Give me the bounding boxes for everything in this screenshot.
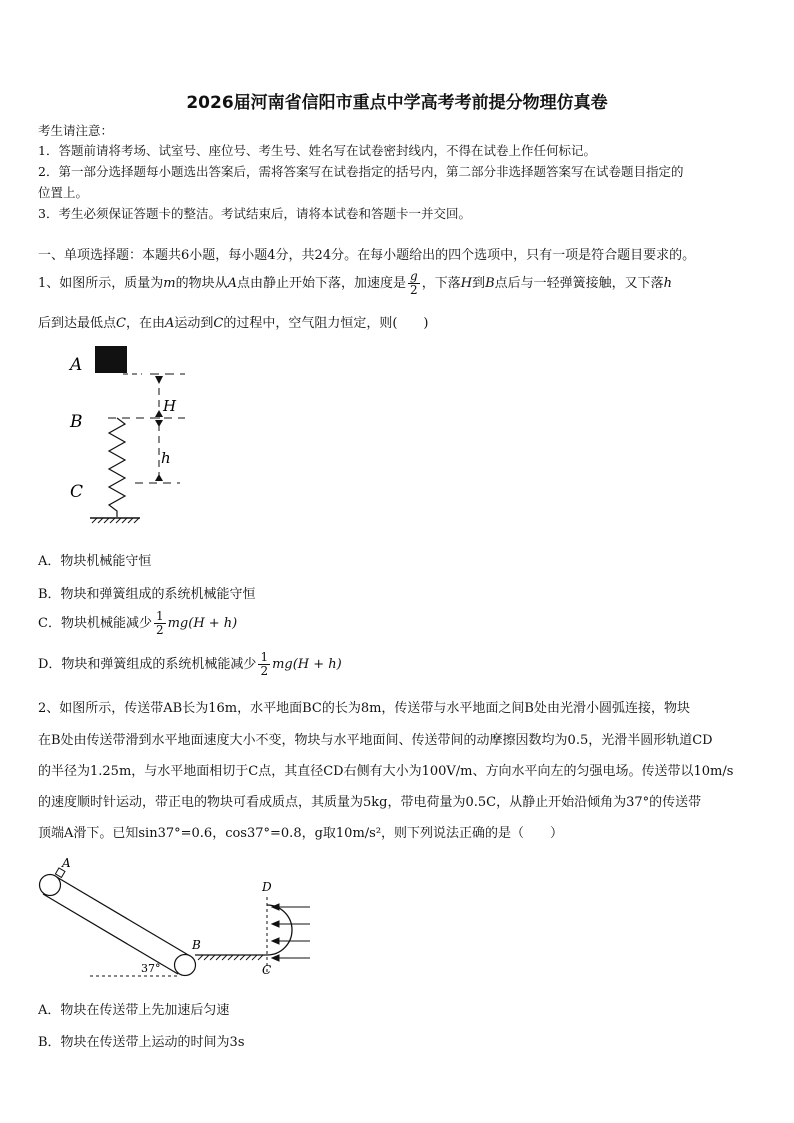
g-over-2-fraction: $\frac{g}{2}$ xyxy=(410,269,418,297)
q1-stem-line2: 后到达最低点C，在由A运动到C的过程中，空气阻力恒定，则( ) xyxy=(38,316,429,331)
notice-item-1: 1．答题前请将考场、试室号、座位号、考生号、姓名写在试卷密封线内，不得在试卷上作任何标记。 xyxy=(38,143,596,158)
pulley-top xyxy=(40,875,61,896)
q2-conveyor-figure xyxy=(35,855,320,985)
q1-option-c: C．物块机械能减少 $\frac{1}{2}$ mg(H + h) xyxy=(38,609,238,637)
notice-item-2-cont: 位置上。 xyxy=(38,185,89,200)
fig2-label-c: C xyxy=(262,963,272,977)
belt-upper xyxy=(55,876,190,956)
notice-item-3: 3．考生必须保证答题卡的整洁。考试结束后，请将本试卷和答题卡一并交回。 xyxy=(38,206,471,221)
arrow-icon xyxy=(155,420,163,427)
angle-label: 37° xyxy=(141,962,161,975)
fig2-label-a: A xyxy=(62,856,71,870)
arrow-icon xyxy=(155,410,163,417)
pulley-bottom xyxy=(175,955,196,976)
section-heading: 一、单项选择题：本题共6小题，每小题4分，共24分。在每小题给出的四个选项中，只有一项是符合题目要求的。 xyxy=(38,248,696,263)
half-fraction: $\frac{1}{2}$ xyxy=(155,609,164,637)
q1-option-a: A．物块机械能守恒 xyxy=(38,554,152,569)
fig1-label-big-h: H xyxy=(163,397,177,415)
q2-stem-line5: 顶端A滑下。已知sin37°=0.6，cos37°=0.8，g取10m/s²，则下列说法正确的是（ ） xyxy=(38,826,564,841)
arrow-icon xyxy=(155,474,163,481)
fig2-label-b: B xyxy=(192,938,201,952)
fig1-label-b: B xyxy=(70,412,83,432)
q1-spring-figure xyxy=(60,340,200,530)
notice-heading: 考生请注意： xyxy=(38,123,114,138)
half-fraction: $\frac{1}{2}$ xyxy=(260,650,269,678)
block xyxy=(95,346,127,373)
q2-option-b: B．物块在传送带上运动的时间为3s xyxy=(38,1035,245,1050)
q2-option-a: A．物块在传送带上先加速后匀速 xyxy=(38,1003,230,1018)
fig1-label-c: C xyxy=(70,482,84,502)
semicircle-track xyxy=(267,905,292,955)
q2-stem-line4: 的速度顺时针运动，带正电的物块可看成质点，其质量为5kg，带电荷量为0.5C，从静止开始沿倾角为37°的传送带 xyxy=(38,795,702,810)
fig1-label-small-h: h xyxy=(161,449,171,467)
q2-stem-line3: 的半径为1.25m，与水平地面相切于C点，其直径CD右侧有大小为100V/m、方向水平向左的匀强电场。传送带以10m/s xyxy=(38,764,734,779)
fig2-label-d: D xyxy=(262,880,272,894)
q1-option-d: D．物块和弹簧组成的系统机械能减少 $\frac{1}{2}$ mg(H + h) xyxy=(38,650,342,678)
spring xyxy=(109,418,125,517)
notice-item-2: 2．第一部分选择题每小题选出答案后，需将答案写在试卷指定的括号内，第二部分非选择题答案写在试卷题目指定的 xyxy=(38,164,684,179)
q1-option-b: B．物块和弹簧组成的系统机械能守恒 xyxy=(38,587,256,602)
q2-stem-line2: 在B处由传送带滑到水平地面速度大小不变，物块与水平地面间、传送带间的动摩擦因数均为0.5，光滑半圆形轨道CD xyxy=(38,733,713,748)
q1-stem-line1: 1、如图所示，质量为m的物块从A点由静止开始下落，加速度是 $\frac{g}{2}$ ，下落H到B点后与一轻弹簧接触，又下落h xyxy=(38,269,673,297)
q2-stem-line1: 2、如图所示，传送带AB长为16m，水平地面BC的长为8m，传送带与水平地面之间B处由光滑小圆弧连接，物块 xyxy=(38,701,690,716)
ground-hatch xyxy=(198,955,263,960)
fig1-label-a: A xyxy=(70,355,83,375)
arrow-icon xyxy=(155,376,163,384)
page-title: 2026届河南省信阳市重点中学高考考前提分物理仿真卷 xyxy=(186,93,608,113)
